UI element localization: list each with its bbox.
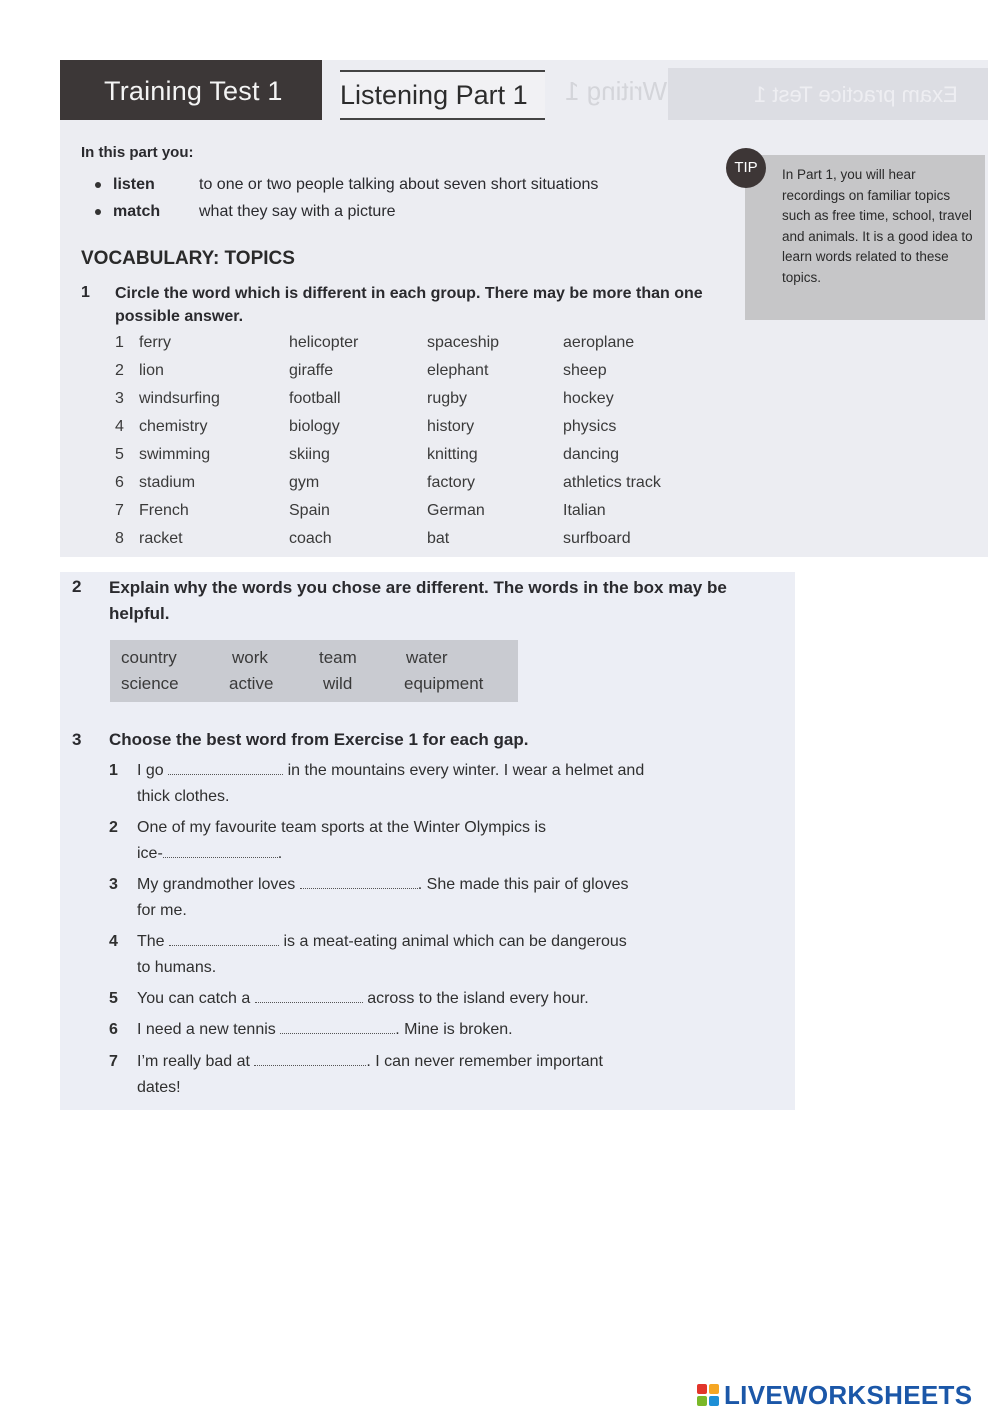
ghost-mirrored-title: Writing 1 (565, 76, 668, 106)
word-option[interactable]: gym (289, 474, 320, 491)
sentence-text: One of my favourite team sports at the Winter Olympics is (137, 819, 547, 836)
tip-text: In Part 1, you will hear recordings on familiar topics such as free time, school, travel and animals. It is a good idea to learn words related to these topics. (782, 167, 973, 285)
sentence-text: My grandmother loves (137, 876, 296, 893)
sentence-number: 3 (109, 876, 118, 893)
word-row (115, 362, 715, 388)
word-option[interactable]: German (427, 502, 485, 519)
sentence-number: 5 (109, 990, 118, 1007)
word-option[interactable]: giraffe (289, 362, 334, 379)
word-option[interactable]: aeroplane (563, 334, 635, 351)
answer-gap[interactable] (255, 989, 363, 1003)
helper-word-box (110, 640, 518, 702)
tip-box (745, 155, 985, 320)
word-option[interactable]: dancing (563, 446, 620, 463)
sentence-continuation: dates! (137, 1079, 181, 1096)
sentence-continuation: thick clothes. (137, 788, 230, 805)
word-option[interactable]: stadium (139, 474, 196, 491)
word-option[interactable]: racket (139, 530, 183, 547)
sentence-text: ice- (137, 845, 163, 862)
sentence-number: 6 (109, 1021, 118, 1038)
word-option[interactable]: football (289, 390, 341, 407)
word-option[interactable]: coach (289, 530, 332, 547)
worksheet-scan-top (60, 60, 988, 557)
word-option[interactable]: Spain (289, 502, 330, 519)
ghost-bar-text: Exam practice Test 1 (754, 82, 958, 107)
bullet-text: to one or two people talking about seven short situations (199, 176, 599, 193)
exercise-1-instruction: Circle the word which is different in each group. There may be more than one possible answer. (115, 285, 703, 325)
word-option[interactable]: biology (289, 418, 340, 435)
helper-word: active (229, 674, 274, 693)
word-row (115, 390, 715, 416)
word-option[interactable]: sheep (563, 362, 607, 379)
sentence-text: is a meat-eating animal which can be dangerous (283, 933, 627, 950)
exercise-3-instruction: Choose the best word from Exercise 1 for each gap. (109, 730, 529, 749)
sentence-number: 1 (109, 762, 118, 779)
sentence-text: . I can never remember important (366, 1053, 603, 1070)
word-option[interactable]: hockey (563, 390, 614, 407)
sentence-number: 4 (109, 933, 118, 950)
liveworksheets-icon (697, 1384, 719, 1406)
word-option[interactable]: ferry (139, 334, 171, 351)
gap-sentence (109, 758, 749, 810)
bullet-keyword: match (113, 203, 161, 220)
gap-sentence (109, 872, 749, 924)
row-number: 1 (115, 334, 124, 351)
word-option[interactable]: athletics track (563, 474, 661, 491)
gap-sentence (109, 1049, 749, 1101)
helper-word: water (406, 648, 448, 667)
word-option[interactable]: windsurfing (139, 390, 220, 407)
word-option[interactable]: swimming (139, 446, 211, 463)
test-label: Training Test 1 (104, 76, 283, 106)
gap-sentence (109, 986, 749, 1012)
sentence-continuation: to humans. (137, 959, 217, 976)
intro-bullet-match (95, 203, 396, 221)
word-option[interactable]: Italian (563, 502, 606, 519)
answer-gap[interactable] (163, 844, 278, 858)
part-label: Listening Part 1 (340, 80, 528, 110)
word-option[interactable]: skiing (289, 446, 330, 463)
sentence-text: The (137, 933, 165, 950)
tip-badge: TIP (726, 148, 766, 188)
helper-word: country (121, 648, 177, 667)
test-label-banner (60, 60, 322, 120)
gap-sentence (109, 929, 749, 981)
word-row (115, 502, 715, 528)
exercise-3-number: 3 (72, 730, 82, 749)
sentence-text: . (277, 845, 283, 862)
word-option[interactable]: surfboard (563, 530, 631, 547)
exercise-2-instruction: Explain why the words you chose are different. The words in the box may be helpful. (109, 578, 727, 623)
logo-text: LIVEWORKSHEETS (724, 1380, 973, 1410)
gap-sentence (109, 815, 749, 867)
sentence-text: . Mine is broken. (395, 1021, 513, 1038)
answer-gap[interactable] (168, 761, 283, 775)
sentence-text: I’m really bad at (137, 1053, 250, 1070)
row-number: 6 (115, 474, 124, 491)
helper-word: work (232, 648, 268, 667)
word-option[interactable]: history (427, 418, 475, 435)
row-number: 8 (115, 530, 124, 547)
sentence-number: 2 (109, 819, 118, 836)
exercise-1-number: 1 (81, 284, 90, 301)
word-option[interactable]: chemistry (139, 418, 208, 435)
word-row (115, 474, 715, 500)
sentence-text: . She made this pair of gloves (417, 876, 629, 893)
sentence-text: You can catch a (137, 990, 251, 1007)
helper-word: wild (323, 674, 353, 693)
sentence-text: in the mountains every winter. I wear a helmet and (287, 762, 645, 779)
bullet-dot-icon (95, 209, 101, 215)
word-row (115, 446, 715, 472)
word-option[interactable]: factory (427, 474, 476, 491)
row-number: 2 (115, 362, 124, 379)
intro-title: In this part you: (81, 144, 194, 161)
word-option[interactable]: elephant (427, 362, 489, 379)
word-row (115, 530, 715, 556)
helper-word: team (319, 648, 357, 667)
answer-gap[interactable] (280, 1020, 395, 1034)
helper-word: science (121, 674, 179, 693)
answer-gap[interactable] (169, 932, 279, 946)
word-option[interactable]: lion (139, 362, 164, 379)
row-number: 7 (115, 502, 124, 519)
exercise-2-number: 2 (72, 577, 82, 596)
bullet-text: what they say with a picture (199, 203, 396, 220)
word-option[interactable]: helicopter (289, 334, 359, 351)
word-option[interactable]: rugby (427, 390, 468, 407)
section-title: VOCABULARY: TOPICS (81, 248, 295, 269)
sentence-text: across to the island every hour. (367, 990, 589, 1007)
helper-word: equipment (404, 674, 484, 693)
answer-gap[interactable] (300, 875, 418, 889)
answer-gap[interactable] (254, 1052, 366, 1066)
row-number: 5 (115, 446, 124, 463)
row-number: 3 (115, 390, 124, 407)
part-label-tab (340, 70, 545, 120)
word-row (115, 334, 715, 360)
bullet-keyword: listen (113, 176, 155, 193)
sentence-number: 7 (109, 1053, 118, 1070)
worksheet-scan-bottom (60, 572, 795, 1110)
word-option[interactable]: spaceship (427, 334, 500, 351)
gap-sentence (109, 1017, 749, 1043)
word-option[interactable]: bat (427, 530, 450, 547)
word-row (115, 418, 715, 444)
word-option[interactable]: knitting (427, 446, 478, 463)
ghost-header-bar (668, 68, 988, 120)
row-number: 4 (115, 418, 124, 435)
word-option[interactable]: physics (563, 418, 617, 435)
sentence-text: I need a new tennis (137, 1021, 276, 1038)
intro-bullet-listen (95, 176, 598, 194)
bullet-dot-icon (95, 182, 101, 188)
sentence-text: I go (137, 762, 164, 779)
sentence-continuation: for me. (137, 902, 187, 919)
word-option[interactable]: French (139, 502, 189, 519)
